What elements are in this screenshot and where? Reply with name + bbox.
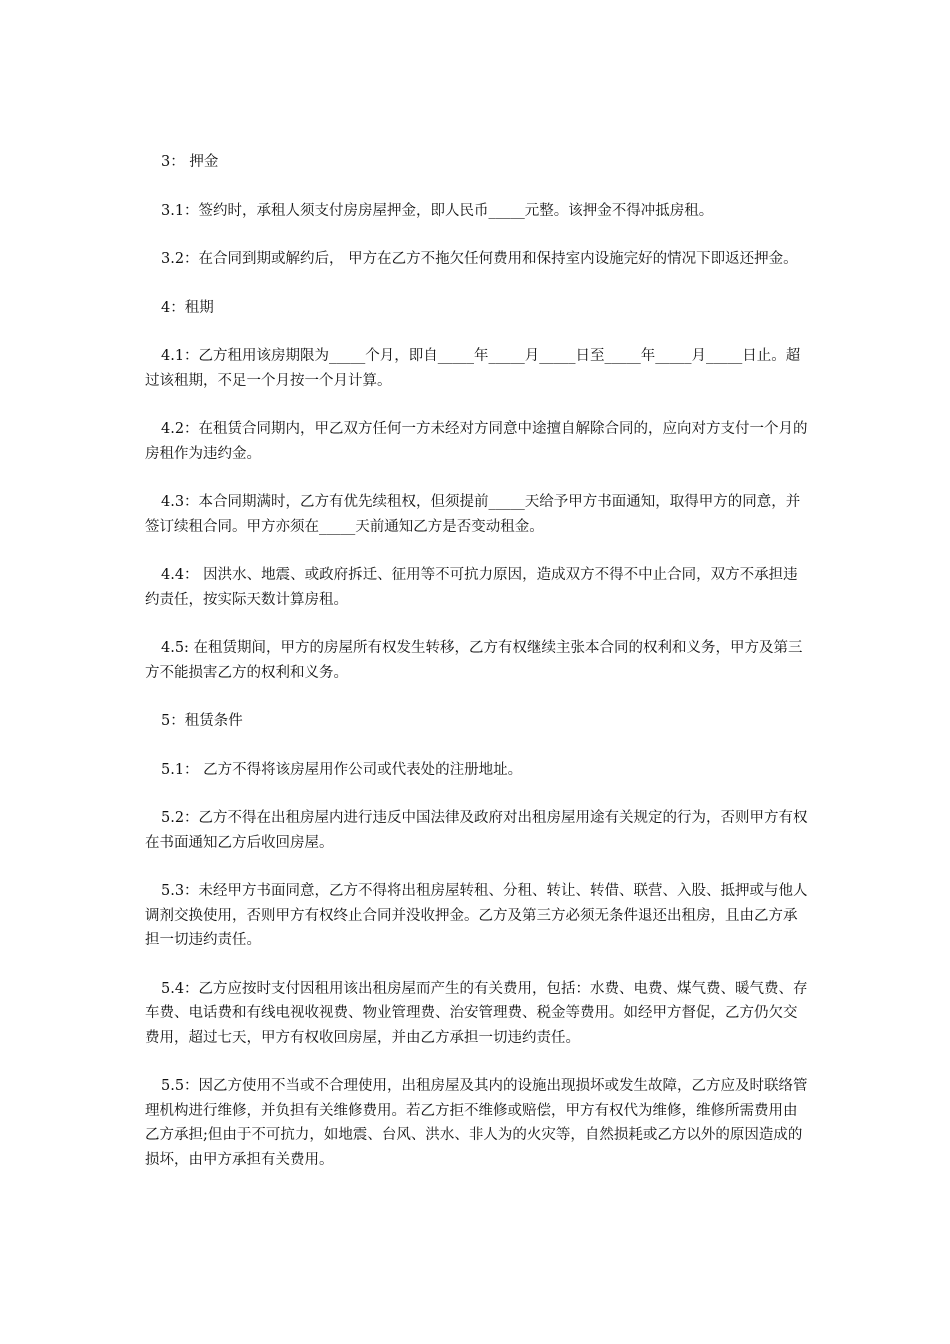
clause-3-2: 3.2：在合同到期或解约后， 甲方在乙方不拖欠任何费用和保持室内设施完好的情况下即返还押金。 — [161, 251, 798, 267]
clause-5-4: 5.4：乙方应按时支付因租用该出租房屋而产生的有关费用，包括：水费、电费、煤气费、暖气费、存车费、电话费和有线电视收视费、物业管理费、治安管理费、税金等费用。如经甲方督促，乙方仍欠交费用，超过七天，甲方有权收回房屋，并由乙方承担一切违约责任。 — [145, 980, 808, 1046]
section-heading-3-deposit: 3： 押金 — [161, 154, 219, 170]
clause-4-2: 4.2：在租赁合同期内，甲乙双方任何一方未经对方同意中途擅自解除合同的，应向对方支付一个月的房租作为违约金。 — [145, 421, 808, 462]
clause-4-4: 4.4： 因洪水、地震、或政府拆迁、征用等不可抗力原因，造成双方不得不中止合同，双方不承担违约责任，按实际天数计算房租。 — [145, 567, 798, 608]
clause-5-5: 5.5：因乙方使用不当或不合理使用，出租房屋及其内的设施出现损坏或发生故障，乙方应及时联络管理机构进行维修，并负担有关维修费用。若乙方拒不维修或赔偿，甲方有权代为维修，维修所需费用由乙方承担;但由于不可抗力，如地震、台风、洪水、非人为的火灾等，自然损耗或乙方以外的原因造成的损坏，由甲方承担有关费用。 — [145, 1078, 808, 1168]
section-heading-5-lease-conditions: 5：租赁条件 — [161, 713, 243, 729]
clause-4-5: 4.5: 在租赁期间，甲方的房屋所有权发生转移，乙方有权继续主张本合同的权利和义务，甲方及第三方不能损害乙方的权利和义务。 — [145, 640, 803, 681]
clause-4-1: 4.1：乙方租用该房期限为_____个月，即自_____年_____月_____日至_____年_____月_____日止。超过该租期，不足一个月按一个月计算。 — [145, 348, 801, 389]
clause-5-3: 5.3：未经甲方书面同意，乙方不得将出租房屋转租、分租、转让、转借、联营、入股、抵押或与他人调剂交换使用，否则甲方有权终止合同并没收押金。乙方及第三方必须无条件退还出租房，且由乙方承担一切违约责任。 — [145, 883, 808, 948]
clause-5-1: 5.1： 乙方不得将该房屋用作公司或代表处的注册地址。 — [161, 761, 523, 778]
clause-5-2: 5.2：乙方不得在出租房屋内进行违反中国法律及政府对出租房屋用途有关规定的行为，否则甲方有权在书面通知乙方后收回房屋。 — [145, 810, 808, 851]
clause-3-1: 3.1：签约时，承租人须支付房房屋押金，即人民币_____元整。该押金不得冲抵房租。 — [161, 202, 714, 219]
section-heading-4-lease-term: 4：租期 — [161, 299, 214, 316]
document-body — [145, 150, 810, 1196]
clause-4-3: 4.3：本合同期满时，乙方有优先续租权，但须提前_____天给予甲方书面通知，取得甲方的同意，并签订续租合同。甲方亦须在_____天前通知乙方是否变动租金。 — [145, 494, 801, 535]
